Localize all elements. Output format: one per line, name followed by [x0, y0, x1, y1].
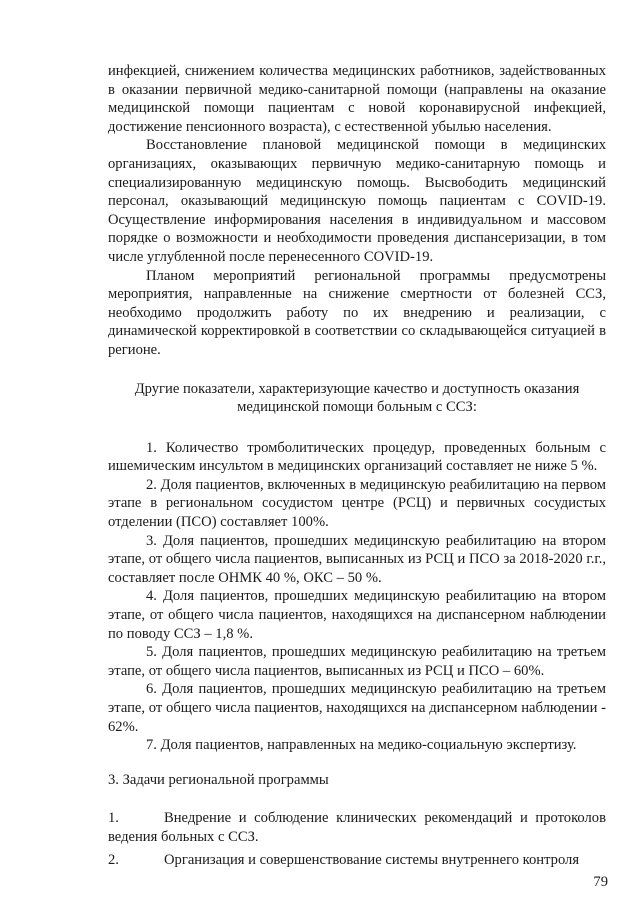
indicator-item-1: 1. Количество тромболитических процедур, проведенных больным с ишемическим инсультом в медицинских организаций составляет не ниже 5 %.: [108, 439, 606, 475]
indicator-item-5: 5. Доля пациентов, прошедших медицинскую реабилитацию на третьем этапе, от общего числа пациентов, выписанных из РСЦ и ПСО – 60%.: [108, 644, 606, 679]
tasks-list: [108, 809, 606, 869]
intro-paragraph-1: инфекцией, снижением количества медицинских работников, задействованных в оказании первичной медико-санитарной помощи (направлены на оказание медицинской помощи пациентам с новой коронавирусной инфекцией, достижение пенсионного возраста), с естественной убылью населения.: [108, 63, 606, 135]
task-item-1: [108, 809, 606, 846]
indicator-item-3: 3. Доля пациентов, прошедших медицинскую реабилитацию на втором этапе, от общего числа пациентов, выписанных из РСЦ и ПСО за 2018-2020 г.г., составляет после ОНМК 40 %, ОКС – 50 %.: [108, 532, 606, 586]
task-number: 2.: [108, 851, 119, 868]
indicator-item-7: 7. Доля пациентов, направленных на медико-социальную экспертизу.: [146, 737, 577, 754]
indicator-item-2: 2. Доля пациентов, включенных в медицинскую реабилитацию на первом этапе в региональном сосудистом центре (РСЦ) и первичных сосудистых отделении (ПСО) составляет 100%.: [108, 476, 606, 531]
indicators-list: [108, 439, 606, 755]
indicator-item-4: 4. Доля пациентов, прошедших медицинскую реабилитацию на втором этапе, от общего числа пациентов, находящихся на диспансерном наблюдении по поводу ССЗ – 1,8 %.: [108, 588, 606, 642]
task-text: Внедрение и соблюдение клинических рекомендаций и протоколов ведения больных с ССЗ.: [108, 810, 606, 845]
task-number: 1.: [108, 810, 119, 827]
section-title: 3. Задачи региональной программы: [108, 771, 329, 788]
task-item-2: [108, 851, 606, 870]
indicators-heading: Другие показатели, характеризующие качество и доступность оказания медицинской помощи больным с ССЗ:: [134, 380, 580, 416]
intro-paragraph-3: Планом мероприятий региональной программы предусмотрены мероприятия, направленные на снижение смертности от болезней ССЗ, необходимо продолжить работу по их внедрению и реализации, с динамической корректировкой в соответствии со складывающейся ситуацией в регионе.: [108, 267, 606, 358]
page-number: 79: [593, 874, 608, 890]
document-page: [108, 62, 606, 869]
intro-paragraph-2: Восстановление плановой медицинской помощи в медицинских организациях, оказывающих первичную медико-санитарную помощь и специализированную медицинскую помощь. Высвободить медицинский персонал, оказывающий медицинскую помощь пациентам с COVID-19. Осуществление информирования населения в индивидуальном и массовом порядке о возможности и необходимости проведения диспансеризации, в том числе углубленной после перенесенного COVID-19.: [108, 137, 606, 265]
indicator-item-6: 6. Доля пациентов, прошедших медицинскую реабилитацию на третьем этапе, от общего числа пациентов, находящихся на диспансерном наблюдении - 62%.: [108, 681, 606, 735]
task-text: Организация и совершенствование системы внутреннего контроля: [164, 851, 580, 868]
